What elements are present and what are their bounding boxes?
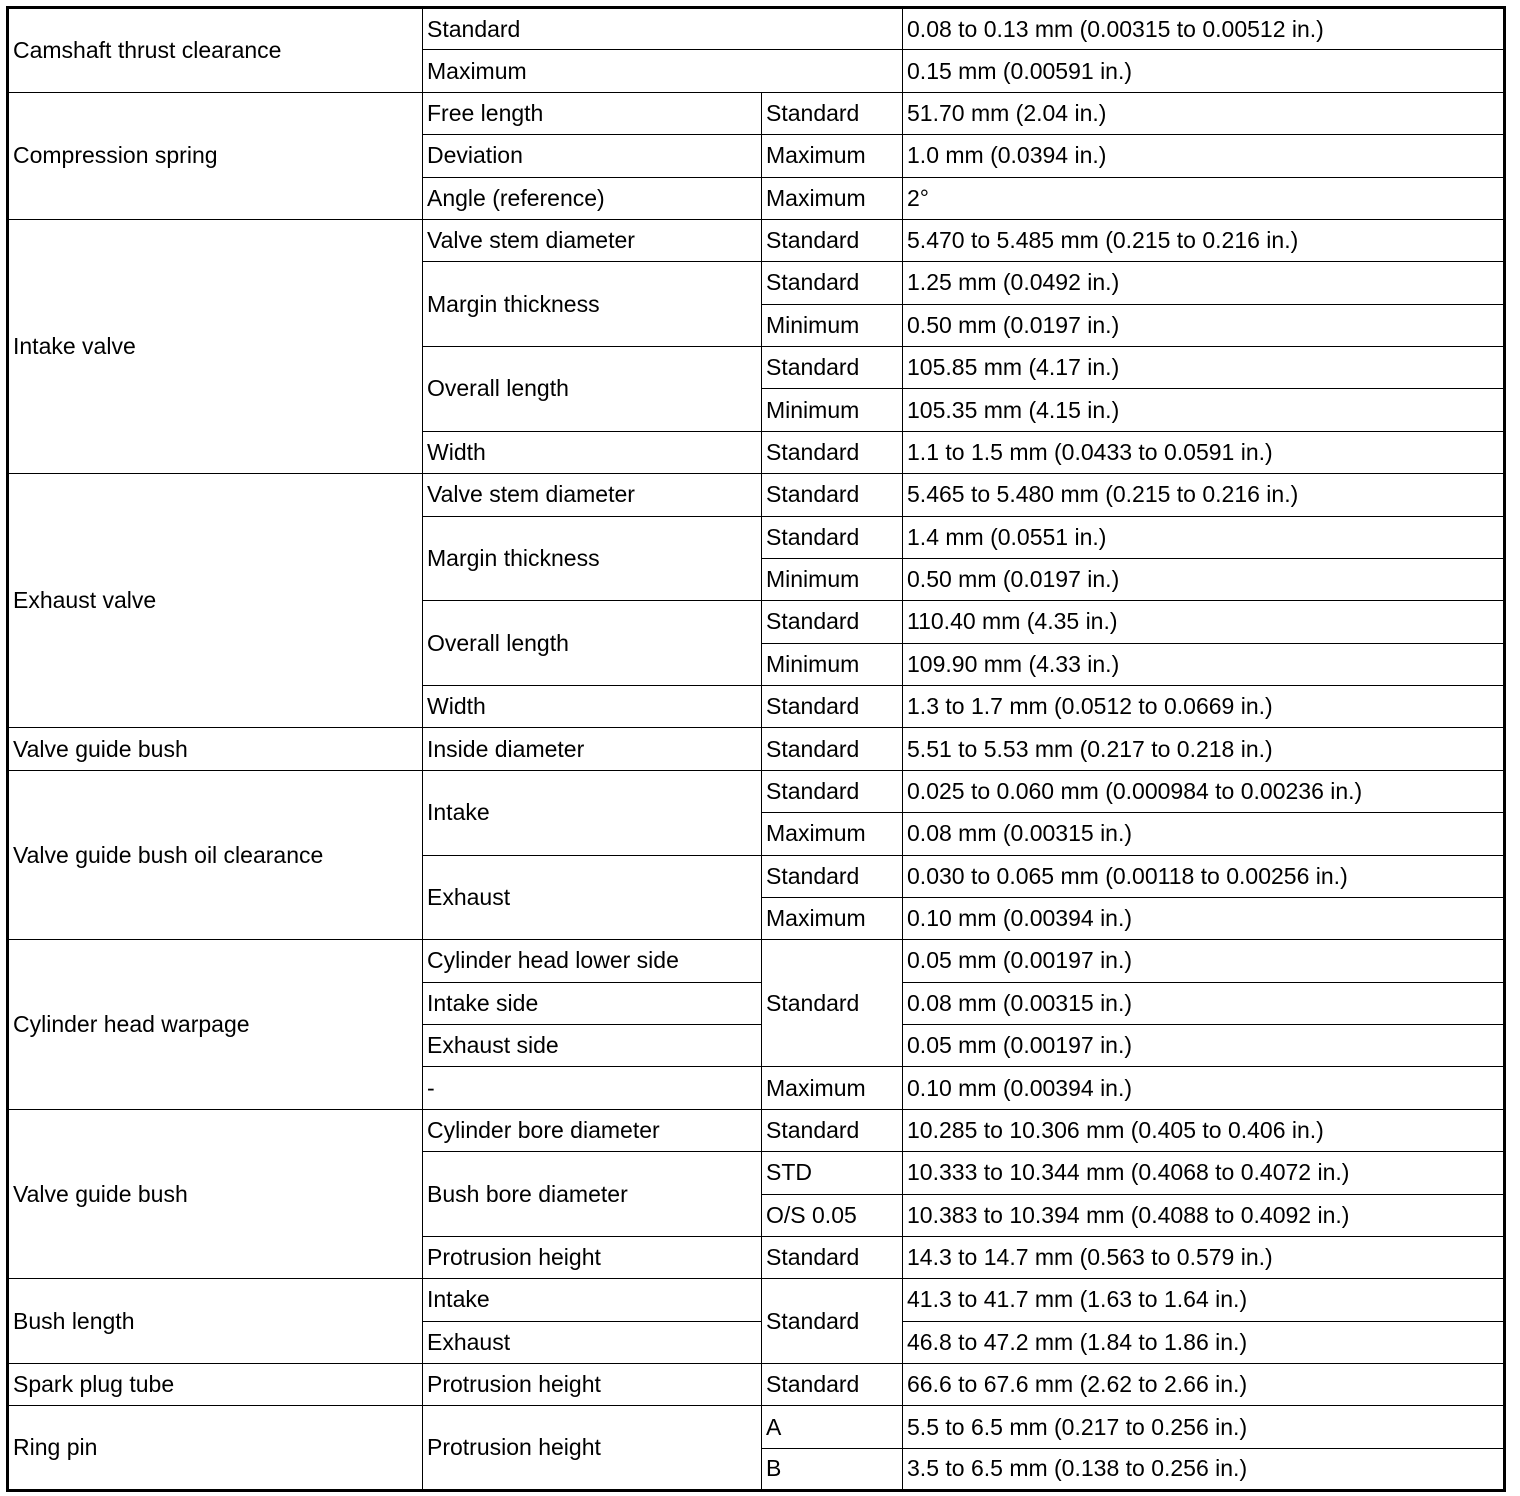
table-cell: Margin thickness bbox=[423, 516, 762, 601]
table-cell: 2° bbox=[903, 177, 1505, 219]
table-row bbox=[8, 770, 1505, 812]
table-cell: 0.030 to 0.065 mm (0.00118 to 0.00256 in.) bbox=[903, 855, 1505, 897]
table-cell: Angle (reference) bbox=[423, 177, 762, 219]
table-cell: 5.465 to 5.480 mm (0.215 to 0.216 in.) bbox=[903, 474, 1505, 516]
table-cell: Minimum bbox=[762, 558, 903, 600]
table-cell: Width bbox=[423, 431, 762, 473]
table-cell: Standard bbox=[762, 686, 903, 728]
table-cell: Valve stem diameter bbox=[423, 219, 762, 261]
table-cell: Exhaust valve bbox=[8, 474, 423, 728]
table-cell: 0.05 mm (0.00197 in.) bbox=[903, 1025, 1505, 1067]
table-cell: 0.08 mm (0.00315 in.) bbox=[903, 982, 1505, 1024]
table-cell: STD bbox=[762, 1152, 903, 1194]
table-cell: Bush length bbox=[8, 1279, 423, 1364]
table-cell: Minimum bbox=[762, 304, 903, 346]
table-cell: 105.35 mm (4.15 in.) bbox=[903, 389, 1505, 431]
table-cell: O/S 0.05 bbox=[762, 1194, 903, 1236]
table-cell: Cylinder bore diameter bbox=[423, 1109, 762, 1151]
table-cell: - bbox=[423, 1067, 762, 1109]
table-cell: 0.10 mm (0.00394 in.) bbox=[903, 1067, 1505, 1109]
table-row bbox=[8, 474, 1505, 516]
table-cell: Valve guide bush bbox=[8, 1109, 423, 1279]
table-cell: Standard bbox=[762, 1364, 903, 1406]
table-cell: 0.50 mm (0.0197 in.) bbox=[903, 558, 1505, 600]
table-row bbox=[8, 1364, 1505, 1406]
table-cell: 41.3 to 41.7 mm (1.63 to 1.64 in.) bbox=[903, 1279, 1505, 1321]
table-cell: Standard bbox=[762, 92, 903, 134]
table-cell: Overall length bbox=[423, 347, 762, 432]
table-cell: 14.3 to 14.7 mm (0.563 to 0.579 in.) bbox=[903, 1236, 1505, 1278]
table-row bbox=[8, 728, 1505, 770]
table-cell: 10.285 to 10.306 mm (0.405 to 0.406 in.) bbox=[903, 1109, 1505, 1151]
table-cell: Deviation bbox=[423, 135, 762, 177]
specification-table-body bbox=[8, 8, 1505, 1491]
table-cell: Exhaust bbox=[423, 855, 762, 940]
table-cell: 66.6 to 67.6 mm (2.62 to 2.66 in.) bbox=[903, 1364, 1505, 1406]
table-cell: 0.08 mm (0.00315 in.) bbox=[903, 813, 1505, 855]
table-cell: 0.025 to 0.060 mm (0.000984 to 0.00236 in.) bbox=[903, 770, 1505, 812]
table-cell: 1.4 mm (0.0551 in.) bbox=[903, 516, 1505, 558]
table-cell: Ring pin bbox=[8, 1406, 423, 1491]
table-cell: Standard bbox=[762, 855, 903, 897]
table-cell: Standard bbox=[762, 770, 903, 812]
table-cell: 0.15 mm (0.00591 in.) bbox=[903, 50, 1505, 92]
table-cell: Standard bbox=[762, 516, 903, 558]
table-row bbox=[8, 8, 1505, 50]
table-cell: 10.333 to 10.344 mm (0.4068 to 0.4072 in.) bbox=[903, 1152, 1505, 1194]
table-cell: Overall length bbox=[423, 601, 762, 686]
table-cell: Free length bbox=[423, 92, 762, 134]
table-cell: 10.383 to 10.394 mm (0.4088 to 0.4092 in.) bbox=[903, 1194, 1505, 1236]
specification-table bbox=[6, 6, 1506, 1492]
table-cell: Camshaft thrust clearance bbox=[8, 8, 423, 93]
table-cell: Cylinder head lower side bbox=[423, 940, 762, 982]
table-row bbox=[8, 1109, 1505, 1151]
table-cell: Valve stem diameter bbox=[423, 474, 762, 516]
table-row bbox=[8, 1406, 1505, 1448]
table-cell: Standard bbox=[762, 940, 903, 1067]
table-cell: 110.40 mm (4.35 in.) bbox=[903, 601, 1505, 643]
table-cell: Maximum bbox=[762, 813, 903, 855]
table-cell: Margin thickness bbox=[423, 262, 762, 347]
table-cell: Maximum bbox=[762, 135, 903, 177]
table-cell: Standard bbox=[762, 601, 903, 643]
table-cell: 1.1 to 1.5 mm (0.0433 to 0.0591 in.) bbox=[903, 431, 1505, 473]
table-cell: B bbox=[762, 1448, 903, 1490]
table-cell: Standard bbox=[762, 1279, 903, 1364]
table-cell: Spark plug tube bbox=[8, 1364, 423, 1406]
table-cell: 105.85 mm (4.17 in.) bbox=[903, 347, 1505, 389]
table-cell: Maximum bbox=[423, 50, 903, 92]
table-cell: Standard bbox=[423, 8, 903, 50]
table-cell: 5.5 to 6.5 mm (0.217 to 0.256 in.) bbox=[903, 1406, 1505, 1448]
table-cell: Maximum bbox=[762, 897, 903, 939]
table-cell: Exhaust side bbox=[423, 1025, 762, 1067]
table-cell: 5.470 to 5.485 mm (0.215 to 0.216 in.) bbox=[903, 219, 1505, 261]
table-cell: Minimum bbox=[762, 389, 903, 431]
table-cell: Minimum bbox=[762, 643, 903, 685]
table-cell: 0.05 mm (0.00197 in.) bbox=[903, 940, 1505, 982]
table-cell: Standard bbox=[762, 474, 903, 516]
table-cell: Compression spring bbox=[8, 92, 423, 219]
table-cell: Standard bbox=[762, 1109, 903, 1151]
table-cell: Valve guide bush bbox=[8, 728, 423, 770]
table-cell: Standard bbox=[762, 728, 903, 770]
table-cell: 1.0 mm (0.0394 in.) bbox=[903, 135, 1505, 177]
table-cell: Intake valve bbox=[8, 219, 423, 473]
table-cell: Maximum bbox=[762, 1067, 903, 1109]
table-cell: Protrusion height bbox=[423, 1236, 762, 1278]
table-cell: 0.10 mm (0.00394 in.) bbox=[903, 897, 1505, 939]
table-cell: Intake side bbox=[423, 982, 762, 1024]
table-cell: 46.8 to 47.2 mm (1.84 to 1.86 in.) bbox=[903, 1321, 1505, 1363]
table-cell: Inside diameter bbox=[423, 728, 762, 770]
table-cell: 0.50 mm (0.0197 in.) bbox=[903, 304, 1505, 346]
table-cell: 5.51 to 5.53 mm (0.217 to 0.218 in.) bbox=[903, 728, 1505, 770]
table-cell: Standard bbox=[762, 262, 903, 304]
table-cell: Intake bbox=[423, 1279, 762, 1321]
table-cell: Maximum bbox=[762, 177, 903, 219]
table-cell: Standard bbox=[762, 219, 903, 261]
table-cell: 1.3 to 1.7 mm (0.0512 to 0.0669 in.) bbox=[903, 686, 1505, 728]
table-cell: Protrusion height bbox=[423, 1406, 762, 1491]
table-cell: Standard bbox=[762, 431, 903, 473]
table-cell: Cylinder head warpage bbox=[8, 940, 423, 1110]
table-row bbox=[8, 940, 1505, 982]
table-cell: 51.70 mm (2.04 in.) bbox=[903, 92, 1505, 134]
table-cell: Protrusion height bbox=[423, 1364, 762, 1406]
table-cell: 109.90 mm (4.33 in.) bbox=[903, 643, 1505, 685]
table-cell: 0.08 to 0.13 mm (0.00315 to 0.00512 in.) bbox=[903, 8, 1505, 50]
table-cell: Intake bbox=[423, 770, 762, 855]
table-cell: Exhaust bbox=[423, 1321, 762, 1363]
table-row bbox=[8, 1279, 1505, 1321]
table-cell: Width bbox=[423, 686, 762, 728]
table-cell: A bbox=[762, 1406, 903, 1448]
table-row bbox=[8, 219, 1505, 261]
table-row bbox=[8, 92, 1505, 134]
table-cell: Standard bbox=[762, 1236, 903, 1278]
table-cell: Standard bbox=[762, 347, 903, 389]
table-cell: Valve guide bush oil clearance bbox=[8, 770, 423, 940]
table-cell: 1.25 mm (0.0492 in.) bbox=[903, 262, 1505, 304]
table-cell: 3.5 to 6.5 mm (0.138 to 0.256 in.) bbox=[903, 1448, 1505, 1490]
table-cell: Bush bore diameter bbox=[423, 1152, 762, 1237]
